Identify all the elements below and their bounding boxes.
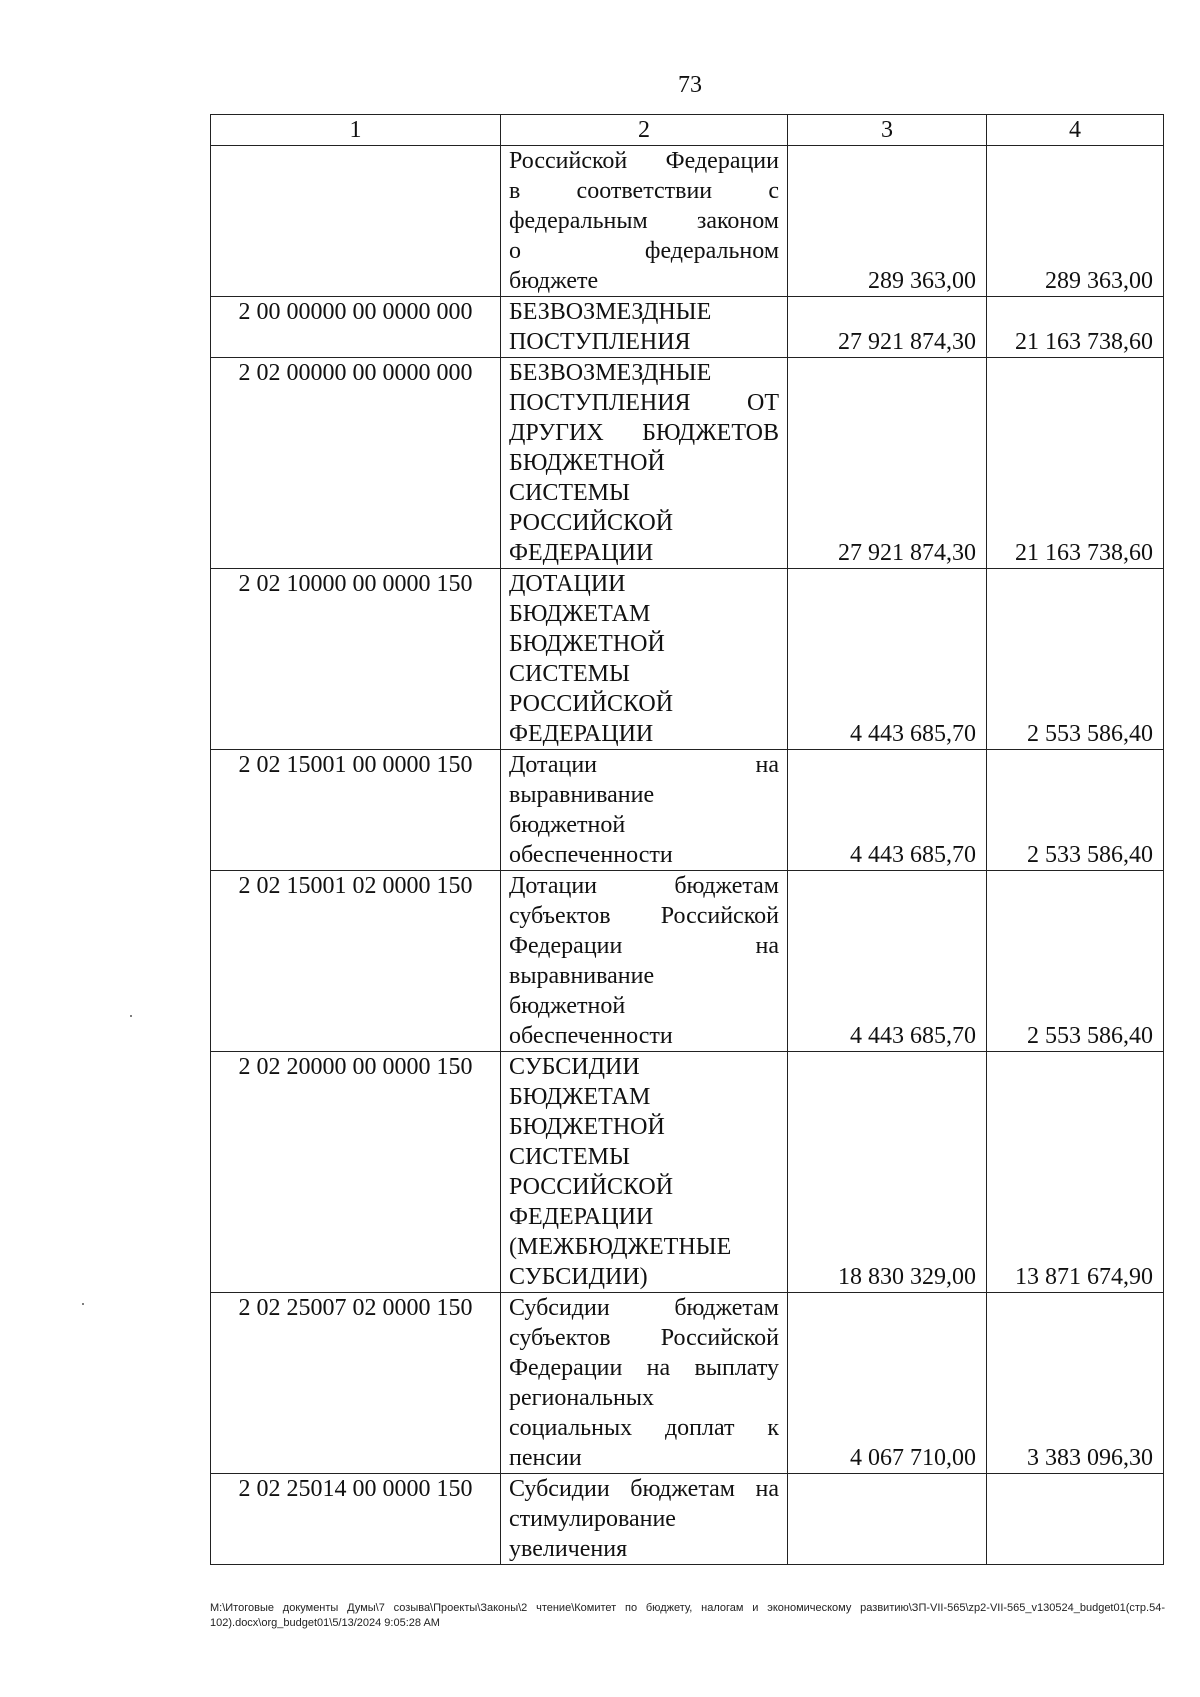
row-name-line: бюджетной <box>509 812 626 838</box>
row-name-line: РОССИЙСКОЙ <box>509 1174 674 1200</box>
row-code: 2 02 25014 00 0000 150 <box>211 1474 501 1565</box>
row-name-line: федеральным законом <box>509 208 779 234</box>
row-name-line: СИСТЕМЫ <box>509 1144 630 1170</box>
row-name-line: выравнивание <box>509 963 655 989</box>
table-row <box>211 569 1164 750</box>
header-col-1: 1 <box>211 115 501 146</box>
row-name-line: (МЕЖБЮДЖЕТНЫЕ <box>509 1234 732 1260</box>
row-name-line: БЮДЖЕТАМ <box>509 601 651 627</box>
table-row <box>211 1052 1164 1293</box>
row-col4-value: 3 383 096,30 <box>987 1293 1164 1474</box>
row-col3-value: 4 067 710,00 <box>788 1293 987 1474</box>
row-col4-value: 289 363,00 <box>987 146 1164 297</box>
row-code: 2 00 00000 00 0000 000 <box>211 297 501 358</box>
row-col3-value: 27 921 874,30 <box>788 358 987 569</box>
row-col4-value: 2 533 586,40 <box>987 750 1164 871</box>
row-name-line: обеспеченности <box>509 842 673 868</box>
row-name-line: СУБСИДИИ) <box>509 1264 648 1290</box>
row-name-line: субъектов Российской <box>509 903 779 929</box>
row-name <box>501 1293 788 1474</box>
row-name-line: ДРУГИХ БЮДЖЕТОВ <box>509 420 779 446</box>
row-name-line: СИСТЕМЫ <box>509 480 630 506</box>
header-col-2: 2 <box>501 115 788 146</box>
row-col4-value: 2 553 586,40 <box>987 569 1164 750</box>
scan-speck <box>130 1015 132 1017</box>
row-name-line: выравнивание <box>509 782 655 808</box>
page-number: 73 <box>678 72 702 98</box>
row-name-line: БЕЗВОЗМЕЗДНЫЕ <box>509 360 712 386</box>
row-name <box>501 569 788 750</box>
row-name-line: БЮДЖЕТНОЙ <box>509 631 665 657</box>
row-name-line: стимулирование <box>509 1506 676 1532</box>
row-name <box>501 146 788 297</box>
row-name-line: СИСТЕМЫ <box>509 661 630 687</box>
table-row <box>211 146 1164 297</box>
row-name-line: ФЕДЕРАЦИИ <box>509 540 654 566</box>
row-name-line: региональных <box>509 1385 654 1411</box>
row-name-line: РОССИЙСКОЙ <box>509 691 674 717</box>
row-code: 2 02 10000 00 0000 150 <box>211 569 501 750</box>
row-col3-value: 27 921 874,30 <box>788 297 987 358</box>
row-col4-value: 21 163 738,60 <box>987 297 1164 358</box>
row-name-line: Федерации на <box>509 933 779 959</box>
row-col3-value: 4 443 685,70 <box>788 569 987 750</box>
header-row <box>211 115 1164 146</box>
row-col4-value: 21 163 738,60 <box>987 358 1164 569</box>
row-name <box>501 750 788 871</box>
row-name <box>501 1474 788 1565</box>
row-name-line: БЮДЖЕТАМ <box>509 1084 651 1110</box>
row-name-line: ПОСТУПЛЕНИЯ <box>509 329 691 355</box>
row-col3-value: 4 443 685,70 <box>788 750 987 871</box>
row-code: 2 02 20000 00 0000 150 <box>211 1052 501 1293</box>
row-name-line: увеличения <box>509 1536 628 1562</box>
row-name-line: бюджетной <box>509 993 626 1019</box>
row-name <box>501 297 788 358</box>
scan-speck <box>82 1303 84 1305</box>
row-col3-value: 18 830 329,00 <box>788 1052 987 1293</box>
row-name-line: о федеральном <box>509 238 779 264</box>
table-row <box>211 358 1164 569</box>
row-name-line: РОССИЙСКОЙ <box>509 510 674 536</box>
row-col4-value: 2 553 586,40 <box>987 871 1164 1052</box>
row-name <box>501 871 788 1052</box>
row-name-line: бюджете <box>509 268 599 294</box>
file-path-footer: M:\Итоговые документы Думы\7 созыва\Проекты\Законы\2 чтение\Комитет по бюджету, налогам и экономическому развитию\ЗП-VII-565\zp2-VII-565_v130524_budget01(стр.54-102).docx\org_budget01\5/13/2024 9:05:28 AM <box>210 1602 1165 1629</box>
header-col-3: 3 <box>788 115 987 146</box>
row-col3-value: 289 363,00 <box>788 146 987 297</box>
table-row <box>211 1293 1164 1474</box>
row-name-line: ФЕДЕРАЦИИ <box>509 721 654 747</box>
row-name-line: ДОТАЦИИ <box>509 571 626 597</box>
row-code: 2 02 25007 02 0000 150 <box>211 1293 501 1474</box>
row-name-line: пенсии <box>509 1445 582 1471</box>
row-name-line: БЕЗВОЗМЕЗДНЫЕ <box>509 299 712 325</box>
row-name-line: в соответствии с <box>509 178 779 204</box>
row-name <box>501 1052 788 1293</box>
row-col4-value <box>987 1474 1164 1565</box>
row-col4-value: 13 871 674,90 <box>987 1052 1164 1293</box>
budget-table <box>210 114 1164 1565</box>
row-code <box>211 146 501 297</box>
row-code: 2 02 00000 00 0000 000 <box>211 358 501 569</box>
row-name-line: субъектов Российской <box>509 1325 779 1351</box>
row-col3-value: 4 443 685,70 <box>788 871 987 1052</box>
row-name-line: БЮДЖЕТНОЙ <box>509 1114 665 1140</box>
row-name-line: Субсидии бюджетам <box>509 1295 779 1321</box>
row-name-line: СУБСИДИИ <box>509 1054 640 1080</box>
row-name-line: Дотации бюджетам <box>509 873 779 899</box>
row-name <box>501 358 788 569</box>
row-name-line: БЮДЖЕТНОЙ <box>509 450 665 476</box>
table-row <box>211 750 1164 871</box>
table-row <box>211 871 1164 1052</box>
row-name-line: ФЕДЕРАЦИИ <box>509 1204 654 1230</box>
row-name-line: Российской Федерации <box>509 148 779 174</box>
row-name-line: ПОСТУПЛЕНИЯ ОТ <box>509 390 779 416</box>
header-col-4: 4 <box>987 115 1164 146</box>
row-col3-value <box>788 1474 987 1565</box>
row-name-line: Субсидии бюджетам на <box>509 1476 779 1502</box>
row-code: 2 02 15001 00 0000 150 <box>211 750 501 871</box>
row-name-line: Федерации на выплату <box>509 1355 779 1381</box>
table-row <box>211 1474 1164 1565</box>
row-code: 2 02 15001 02 0000 150 <box>211 871 501 1052</box>
row-name-line: Дотации на <box>509 752 779 778</box>
row-name-line: социальных доплат к <box>509 1415 779 1441</box>
row-name-line: обеспеченности <box>509 1023 673 1049</box>
table-body <box>211 146 1164 1565</box>
table-row <box>211 297 1164 358</box>
